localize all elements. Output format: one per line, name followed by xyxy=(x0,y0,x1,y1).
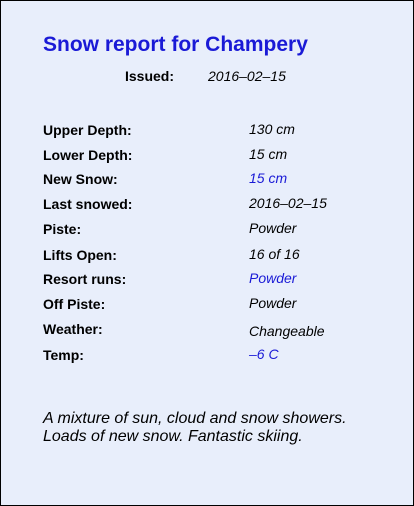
lifts-open-value: 16 of 16 xyxy=(249,246,300,262)
summary-line-2: Loads of new snow. Fantastic skiing. xyxy=(43,428,303,445)
lower-depth-value: 15 cm xyxy=(249,146,288,162)
upper-depth-label: Upper Depth: xyxy=(43,122,132,138)
new-snow-label: New Snow: xyxy=(43,171,118,187)
weather-label: Weather: xyxy=(43,321,103,337)
off-piste-label: Off Piste: xyxy=(43,296,106,312)
summary-line-1: A mixture of sun, cloud and snow showers. xyxy=(43,410,347,427)
new-snow-value: 15 cm xyxy=(249,170,288,186)
weather-value: Changeable xyxy=(249,323,325,339)
lifts-open-label: Lifts Open: xyxy=(43,247,117,263)
upper-depth-value: 130 cm xyxy=(249,121,295,137)
temp-label: Temp: xyxy=(43,347,84,363)
resort-runs-label: Resort runs: xyxy=(43,271,127,287)
report-title: Snow report for Champery xyxy=(43,33,308,56)
temp-value: –6 C xyxy=(249,346,279,362)
piste-value: Powder xyxy=(249,220,297,236)
off-piste-value: Powder xyxy=(249,295,297,311)
lower-depth-label: Lower Depth: xyxy=(43,147,133,163)
last-snowed-value: 2016–02–15 xyxy=(249,195,327,211)
issued-date: 2016–02–15 xyxy=(208,68,286,84)
weather-summary xyxy=(43,410,403,446)
last-snowed-label: Last snowed: xyxy=(43,196,133,212)
resort-runs-value: Powder xyxy=(249,270,297,286)
issued-label: Issued: xyxy=(125,68,175,84)
piste-label: Piste: xyxy=(43,221,82,237)
